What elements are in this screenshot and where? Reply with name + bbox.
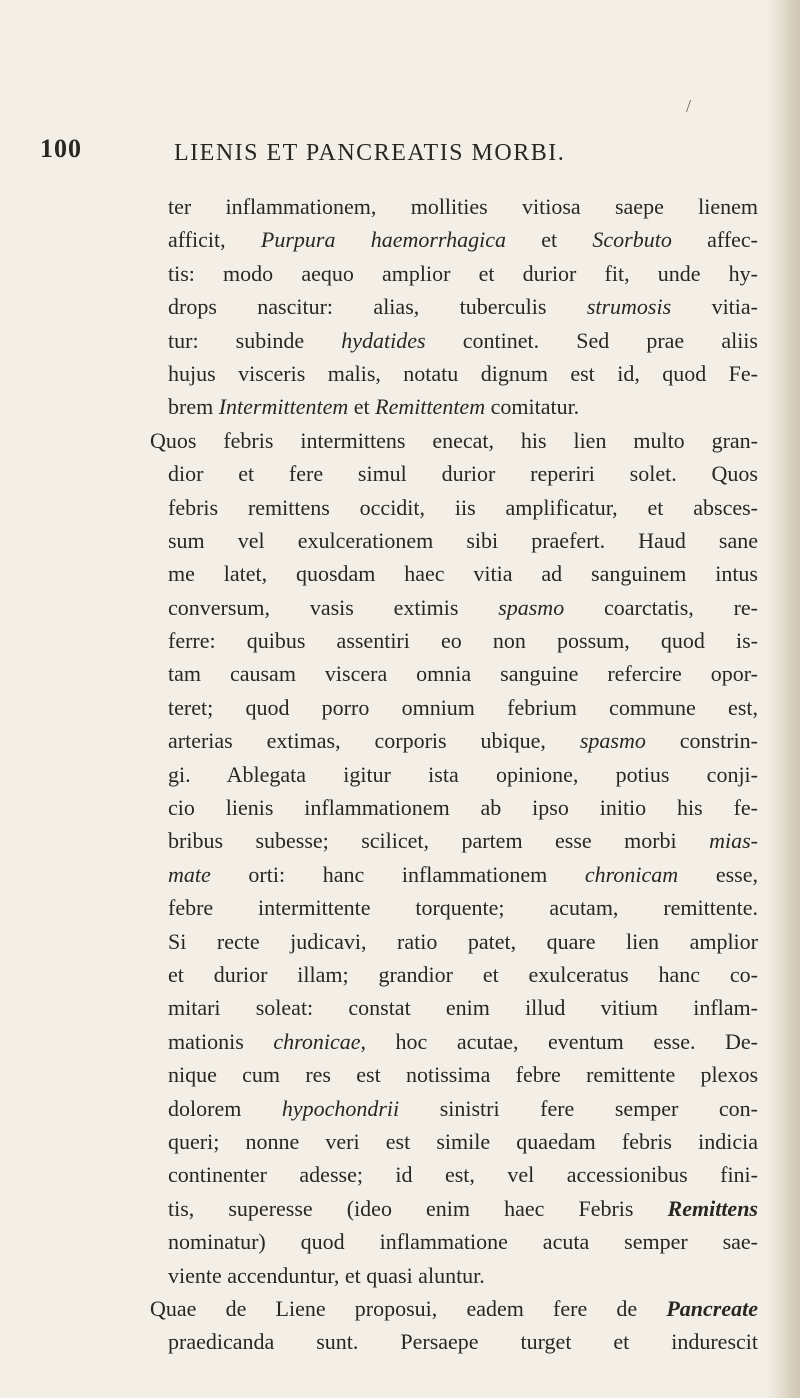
- italic-term: mias-: [709, 828, 758, 854]
- text-line: [168, 190, 758, 223]
- text-run: , hoc acutae, eventum esse. De-: [360, 1028, 758, 1054]
- text-line: [168, 958, 758, 991]
- text-run: brem: [168, 394, 219, 420]
- page-number: 100: [40, 134, 82, 163]
- text-run: mitari soleat: constat enim illud vitium inflam-: [168, 995, 758, 1021]
- text-run: me latet, quosdam haec vitia ad sanguinem intus: [168, 561, 758, 587]
- text-run: teret; quod porro omnium febrium commune est,: [168, 694, 758, 720]
- text-line: [168, 824, 758, 857]
- text-line: [168, 1225, 758, 1258]
- text-run: comitatur.: [485, 394, 580, 420]
- text-run: drops nascitur: alias, tuberculis: [168, 294, 587, 320]
- text-line: [168, 1259, 758, 1292]
- text-line: [168, 1025, 758, 1058]
- text-line: [168, 1058, 758, 1091]
- text-line: [168, 925, 758, 958]
- text-run: coarctatis, re-: [564, 594, 758, 620]
- text-line: [168, 657, 758, 690]
- text-line: [168, 758, 758, 791]
- text-line: [168, 991, 758, 1024]
- page-edge-shadow: [766, 0, 800, 1398]
- text-line: [168, 390, 758, 423]
- italic-term: chronicae: [273, 1028, 361, 1054]
- italic-term: Purpura haemorrhagica: [260, 227, 506, 253]
- text-run: ter inflammationem, mollities vitiosa saepe lienem: [168, 194, 758, 219]
- text-run: sum vel exulcerationem sibi praefert. Haud sane: [168, 527, 758, 553]
- text-run: Quae de Liene proposui, eadem fere de: [150, 1295, 667, 1321]
- text-line: [168, 357, 758, 390]
- text-run: Si recte judicavi, ratio patet, quare lien amplior: [168, 928, 758, 954]
- text-run: sinistri fere semper con-: [399, 1095, 758, 1121]
- text-run: continenter adesse; id est, vel accessionibus fini-: [168, 1162, 758, 1188]
- paragraph-first-line: [150, 1292, 758, 1325]
- text-run: bribus subesse; scilicet, partem esse morbi: [168, 828, 710, 854]
- italic-term: Scorbuto: [592, 227, 672, 253]
- text-line: [168, 1092, 758, 1125]
- text-run: febre intermittente torquente; acutam, remittente.: [168, 895, 758, 921]
- text-run: continet. Sed prae aliis: [425, 327, 758, 353]
- text-run: afficit,: [168, 227, 261, 253]
- text-line: [168, 624, 758, 657]
- text-run: et: [505, 227, 593, 253]
- text-run: tam causam viscera omnia sanguine refercire opor-: [168, 661, 758, 687]
- text-line: [168, 891, 758, 924]
- text-run: ferre: quibus assentiri eo non possum, quod is-: [168, 628, 758, 654]
- text-line: [168, 858, 758, 891]
- text-run: mationis: [168, 1028, 274, 1054]
- text-run: nominatur) quod inflammatione acuta semper sae-: [168, 1229, 758, 1255]
- text-run: dior et fere simul durior reperiri solet. Quos: [168, 461, 758, 487]
- text-run: hujus visceris malis, notatu dignum est id, quod Fe-: [168, 360, 758, 386]
- text-run: esse,: [678, 861, 758, 887]
- text-run: gi. Ablegata igitur ista opinione, potius conji-: [168, 761, 758, 787]
- text-line: [168, 557, 758, 590]
- italic-term: hypochondrii: [281, 1095, 400, 1121]
- italic-term: chronicam: [584, 861, 679, 887]
- italic-term: Remittentem: [375, 394, 486, 420]
- text-line: [168, 724, 758, 757]
- text-run: tur: subinde: [168, 327, 342, 353]
- paragraph-first-line: [150, 424, 758, 457]
- text-line: [168, 324, 758, 357]
- italic-term: mate: [168, 861, 211, 887]
- text-line: [168, 491, 758, 524]
- text-line: [168, 1192, 758, 1225]
- text-line: [168, 223, 758, 256]
- text-line: [168, 457, 758, 490]
- text-line: [168, 591, 758, 624]
- text-run: vitia-: [671, 294, 758, 320]
- emphasized-term: Pancreate: [666, 1295, 758, 1321]
- italic-term: Intermittentem: [218, 394, 349, 420]
- text-run: febris remittens occidit, iis amplificatur, et absces-: [168, 494, 758, 520]
- text-run: viente accenduntur, et quasi aluntur.: [168, 1262, 485, 1288]
- text-run: tis: modo aequo amplior et durior fit, unde hy-: [168, 260, 758, 286]
- text-line: [168, 290, 758, 323]
- text-run: nique cum res est notissima febre remittente plexos: [168, 1062, 758, 1088]
- text-line: [168, 524, 758, 557]
- text-run: dolorem: [168, 1095, 282, 1121]
- text-run: Quos febris intermittens enecat, his lien multo gran-: [150, 427, 758, 453]
- italic-term: strumosis: [586, 294, 672, 320]
- text-run: affec-: [671, 227, 758, 253]
- italic-term: spasmo: [498, 594, 565, 620]
- emphasized-term: Remittens: [667, 1195, 758, 1221]
- text-run: et: [348, 394, 376, 420]
- margin-mark: /: [686, 96, 692, 116]
- text-run: praedicanda sunt. Persaepe turget et indurescit: [168, 1329, 758, 1355]
- text-run: arterias extimas, corporis ubique,: [168, 728, 580, 754]
- text-line: [168, 1325, 758, 1358]
- text-run: tis, superesse (ideo enim haec Febris: [168, 1195, 668, 1221]
- text-line: [168, 1158, 758, 1191]
- body-text: [150, 190, 758, 1359]
- running-head: LIENIS ET PANCREATIS MORBI.: [174, 140, 566, 166]
- text-line: [168, 791, 758, 824]
- italic-term: hydatides: [341, 327, 426, 353]
- text-run: et durior illam; grandior et exulceratus hanc co-: [168, 961, 758, 987]
- italic-term: spasmo: [579, 728, 646, 754]
- text-line: [168, 257, 758, 290]
- text-line: [168, 1125, 758, 1158]
- text-line: [168, 691, 758, 724]
- text-run: conversum, vasis extimis: [168, 594, 499, 620]
- text-run: constrin-: [645, 728, 758, 754]
- text-run: cio lienis inflammationem ab ipso initio his fe-: [168, 795, 758, 821]
- text-run: queri; nonne veri est simile quaedam febris indicia: [168, 1128, 758, 1154]
- text-run: orti: hanc inflammationem: [210, 861, 585, 887]
